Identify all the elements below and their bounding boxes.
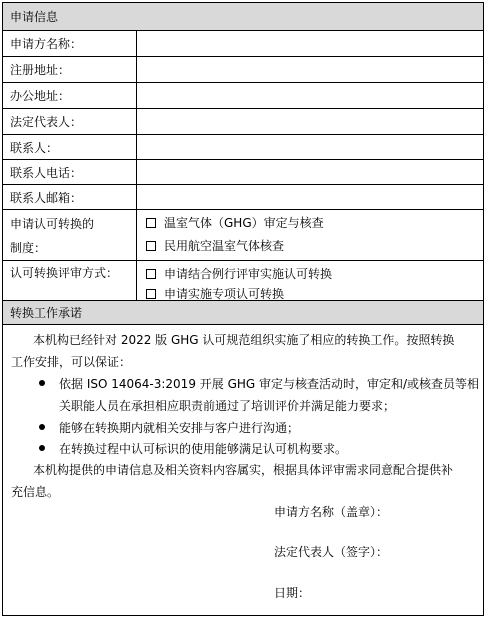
applicant-name-field[interactable] — [138, 31, 483, 56]
bullet-2-line-1: 能够在转换期内就相关安排与客户进行沟通； — [59, 421, 300, 435]
option-label: 民用航空温室气体核查 — [164, 239, 285, 253]
date-label: 日期： — [274, 586, 311, 600]
field-row-accreditation-scope — [3, 210, 483, 261]
registered-address-field[interactable] — [138, 57, 483, 82]
closing-line-1: 本机构提供的申请信息及相关资料内容属实，根据具体评审需求同意配合提供补 — [33, 463, 454, 477]
method-options — [138, 261, 483, 300]
bullet-dot — [39, 424, 45, 430]
method-option-special[interactable] — [146, 285, 284, 302]
scope-option-aviation[interactable] — [146, 237, 284, 254]
scope-label-line2: 制度： — [10, 241, 47, 255]
field-label: 联系人： — [3, 135, 137, 159]
field-label: 联系人邮箱： — [3, 185, 137, 209]
contact-phone-field[interactable] — [138, 160, 483, 184]
bullet-dot — [39, 380, 45, 386]
field-label: 办公地址： — [3, 83, 137, 108]
scope-label-line1: 申请认可转换的 — [10, 217, 95, 231]
contact-field[interactable] — [138, 135, 483, 159]
bullet-dot — [39, 445, 45, 451]
checkbox[interactable] — [146, 218, 156, 228]
bullet-1-line-2: 关职能人员在承担相应职责前通过了培训评价并满足能力要求； — [59, 399, 396, 413]
field-row-contact-phone — [3, 160, 483, 185]
scope-option-ghg[interactable] — [146, 214, 324, 231]
field-row-applicant-name — [3, 31, 483, 57]
field-row-office-address — [3, 83, 483, 109]
checkbox[interactable] — [146, 269, 156, 279]
section-title: 转换工作承诺 — [10, 306, 83, 320]
representative-signature-label: 法定代表人（签字）： — [274, 545, 389, 559]
section-header-commitment — [3, 301, 483, 325]
field-row-contact — [3, 135, 483, 160]
bullet-1-line-1: 依据 ISO 14064-3:2019 开展 GHG 审定与核查活动时，审定和/或核查员等相 — [59, 377, 480, 391]
applicant-seal-label: 申请方名称（盖章）： — [274, 505, 389, 519]
field-label: 法定代表人： — [3, 109, 137, 134]
field-row-registered-address — [3, 57, 483, 83]
checkbox[interactable] — [146, 289, 156, 299]
intro-line-2: 工作安排，可以保证： — [11, 355, 132, 369]
closing-line-2: 充信息。 — [11, 485, 60, 499]
field-row-contact-email — [3, 185, 483, 210]
field-label: 联系人电话： — [3, 160, 137, 184]
intro-line-1: 本机构已经针对 2022 版 GHG 认可规范组织实施了相应的转换工作。按照转换 — [33, 333, 455, 347]
field-row-legal-representative — [3, 109, 483, 135]
option-label: 申请实施专项认可转换 — [164, 287, 285, 301]
scope-options — [138, 210, 483, 260]
section-title: 申请信息 — [10, 10, 59, 24]
section-header-application-info — [3, 3, 483, 31]
field-label: 申请方名称： — [3, 31, 137, 56]
legal-representative-field[interactable] — [138, 109, 483, 134]
field-row-review-method — [3, 261, 483, 301]
method-label: 认可转换评审方式： — [10, 266, 119, 280]
office-address-field[interactable] — [138, 83, 483, 108]
method-option-routine[interactable] — [146, 265, 332, 282]
form-table — [2, 2, 484, 616]
field-label — [3, 261, 137, 300]
option-label: 温室气体（GHG）审定与核查 — [164, 216, 324, 230]
field-label: 注册地址： — [3, 57, 137, 82]
bullet-3-line-1: 在转换过程中认可标识的使用能够满足认可机构要求。 — [59, 442, 348, 456]
contact-email-field[interactable] — [138, 185, 483, 209]
option-label: 申请结合例行评审实施认可转换 — [164, 267, 333, 281]
checkbox[interactable] — [146, 241, 156, 251]
commitment-body — [3, 325, 483, 615]
field-label — [3, 210, 137, 260]
